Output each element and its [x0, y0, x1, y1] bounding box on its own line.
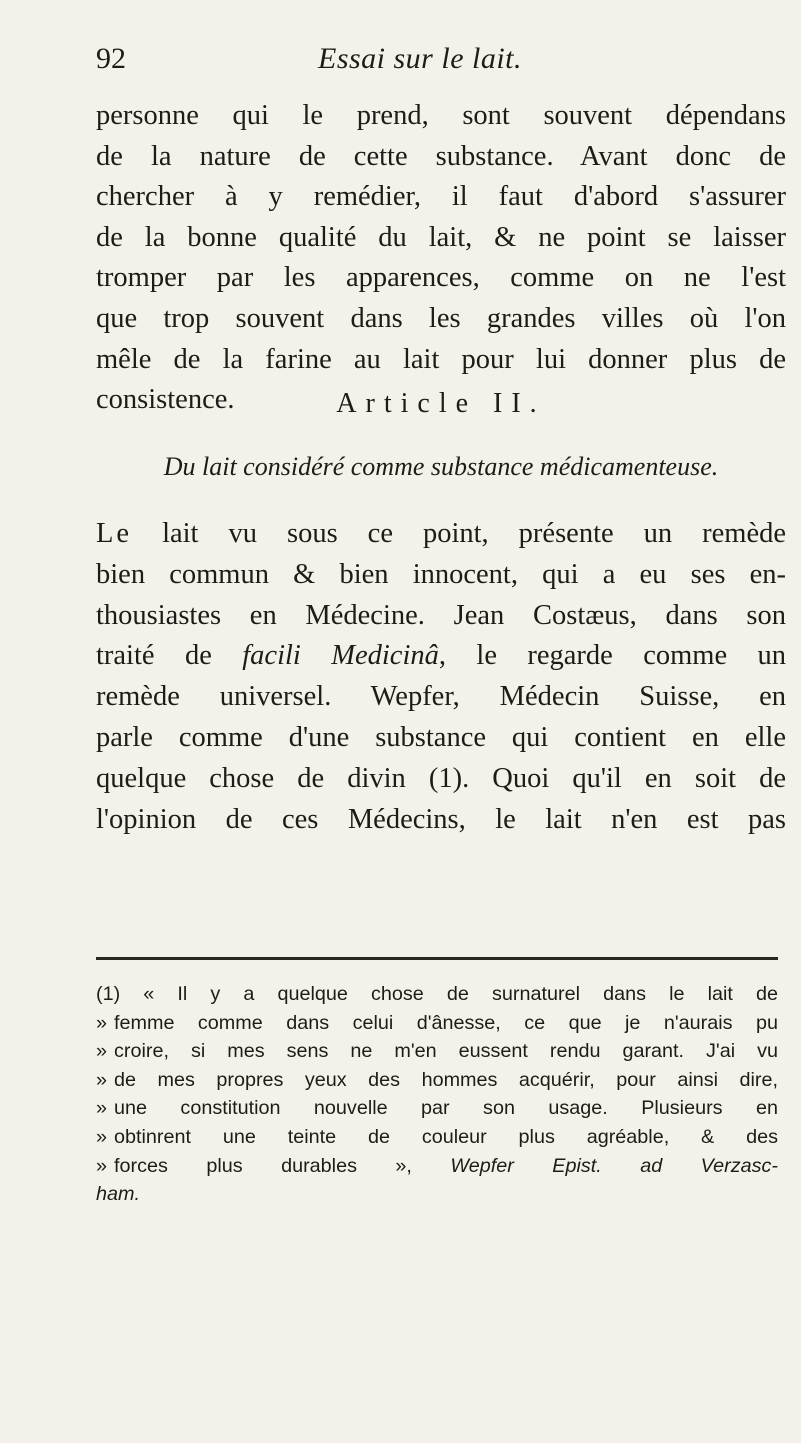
paragraph-line: remède universel. Wepfer, Médecin Suisse, en: [96, 681, 786, 713]
quote-mark: »: [96, 1040, 108, 1063]
paragraph-line: l'opinion de ces Médecins, le lait n'en est pas: [96, 803, 786, 835]
paragraph-line: parle comme d'une substance qui contient en elle: [96, 721, 786, 753]
body-line: que trop souvent dans les grandes villes où l'on: [96, 302, 786, 334]
paragraph-line: thousiastes en Médecine. Jean Costæus, dans son: [96, 599, 786, 631]
paragraph-line: quelque chose de divin (1). Quoi qu'il en soit de: [96, 762, 786, 794]
body-line: mêle de la farine au lait pour lui donner plus de: [96, 343, 786, 375]
running-head: Essai sur le lait.: [318, 42, 523, 75]
footnote-line: [96, 1180, 778, 1209]
paragraph-opening-word: Le: [96, 518, 133, 549]
quote-mark: »: [96, 1125, 108, 1148]
footnote: [96, 980, 778, 1209]
footnote-line: » femme comme dans celui d'ânesse, ce que je n'aurais pu: [96, 1009, 778, 1038]
paragraph-line: bien commun & bien innocent, qui a eu ses en-: [96, 558, 786, 590]
footnote-line: (1) « Il y a quelque chose de surnaturel dans le lait de: [96, 983, 778, 1005]
citation-end: ham.: [96, 1183, 140, 1206]
footnote-line: » forces plus durables », Wepfer Epist. ad Verzasc-: [96, 1152, 778, 1181]
footnote-rule: [96, 957, 778, 960]
footnote-line: » une constitution nouvelle par son usage. Plusieurs en: [96, 1094, 778, 1123]
quote-mark: »: [96, 1154, 108, 1177]
body-line: personne qui le prend, sont souvent dépendans: [96, 100, 786, 131]
body-line: de la nature de cette substance. Avant donc de: [96, 140, 786, 172]
body-line: tromper par les apparences, comme on ne l'est: [96, 262, 786, 294]
paragraph-line: traité de facili Medicinâ, le regarde comme un: [96, 640, 787, 672]
article-heading: Article II.: [336, 388, 546, 419]
footnote-line: » de mes propres yeux des hommes acquérir, pour ainsi dire,: [96, 1066, 778, 1095]
section-title: Du lait considéré comme substance médicamenteuse.: [163, 452, 719, 481]
page-number: 92: [96, 42, 126, 75]
quote-mark: »: [96, 1011, 108, 1034]
book-title: facili Medicinâ: [242, 640, 439, 672]
body-text-top: [96, 96, 786, 421]
body-paragraph: [96, 514, 786, 840]
footnote-line: » croire, si mes sens ne m'en eussent rendu garant. J'ai vu: [96, 1037, 778, 1066]
quote-mark: »: [96, 1097, 108, 1120]
paragraph-line: Le lait vu sous ce point, présente un remède: [96, 518, 786, 549]
body-line: chercher à y remédier, il faut d'abord s'assurer: [96, 181, 786, 213]
page-header: [96, 42, 786, 82]
citation: Wepfer Epist. ad Verzasc-: [450, 1154, 778, 1177]
body-line: consistence.: [96, 384, 235, 416]
quote-mark: »: [96, 1068, 108, 1091]
body-line: de la bonne qualité du lait, & ne point se laisser: [96, 221, 786, 253]
footnote-line: » obtinrent une teinte de couleur plus agréable, & des: [96, 1123, 778, 1152]
